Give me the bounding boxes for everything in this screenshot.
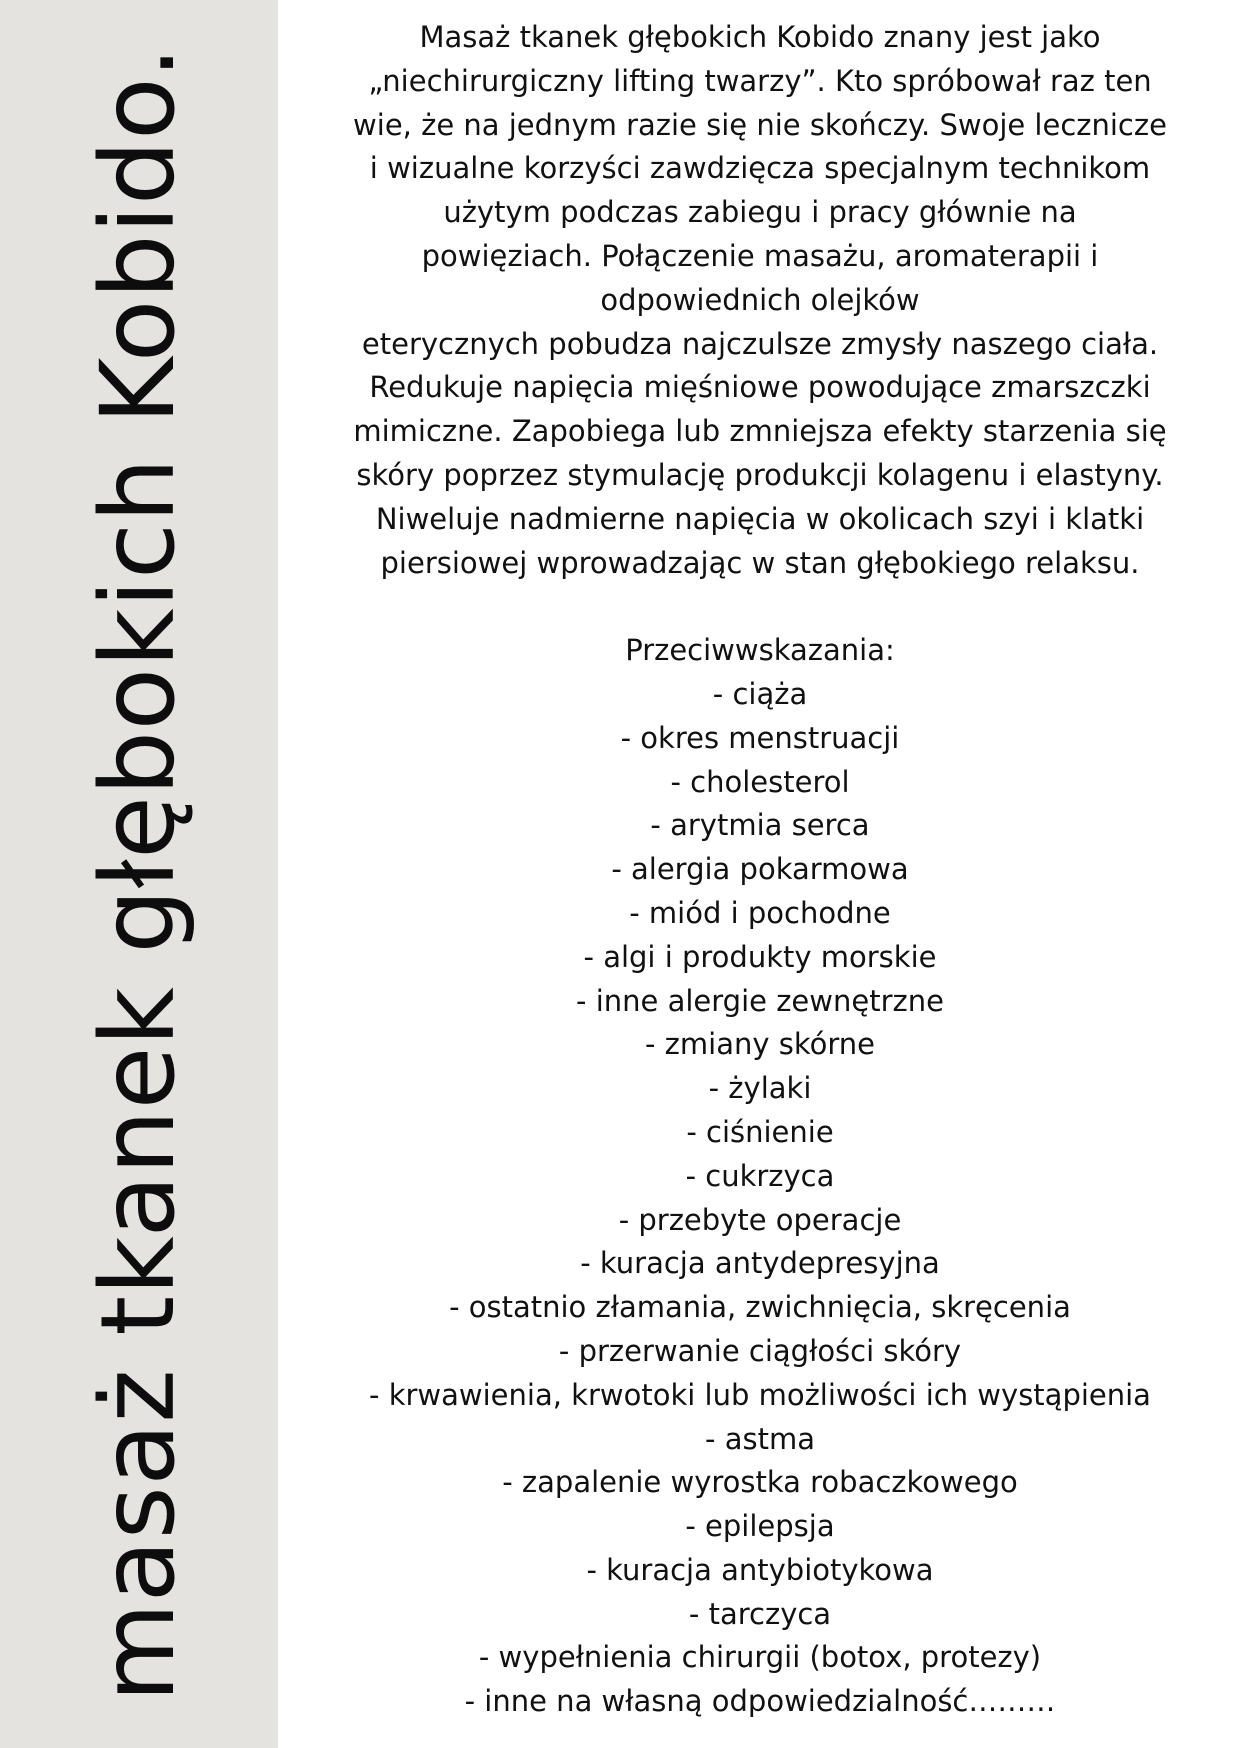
list-item: - przerwanie ciągłości skóry	[558, 1333, 962, 1368]
list-item: - kuracja antydepresyjna	[580, 1246, 940, 1281]
list-item: - ciąża	[712, 676, 808, 711]
intro-paragraph	[290, 16, 1230, 585]
paragraph-spacer	[290, 585, 1230, 629]
list-item: - inne alergie zewnętrzne	[576, 983, 944, 1018]
intro-line: piersiowej wprowadzając w stan głębokiego relaksu.	[380, 545, 1140, 580]
intro-line: Niweluje nadmierne napięcia w okolicach szyi i klatki	[375, 501, 1145, 536]
list-item: - krwawienia, krwotoki lub możliwości ich wystąpienia	[369, 1377, 1151, 1412]
contraindications-list	[290, 673, 1230, 1724]
list-item: - arytmia serca	[650, 808, 870, 843]
list-item: - ostatnio złamania, zwichnięcia, skręcenia	[449, 1290, 1071, 1325]
vertical-title: masaż tkanek głębokich Kobido.	[79, 45, 198, 1703]
list-item: - zmiany skórne	[645, 1027, 875, 1062]
list-item: - cukrzyca	[685, 1158, 835, 1193]
list-item: - kuracja antybiotykowa	[586, 1552, 934, 1587]
intro-line: Redukuje napięcia mięśniowe powodujące zmarszczki	[369, 370, 1151, 405]
intro-line: mimiczne. Zapobiega lub zmniejsza efekty starzenia się	[353, 414, 1167, 449]
contraindications-heading: Przeciwwskazania:	[625, 633, 895, 668]
sidebar-panel	[0, 0, 278, 1748]
intro-line: „niechirurgiczny lifting twarzy”. Kto spróbował raz ten	[368, 63, 1152, 98]
list-item: - wypełnienia chirurgii (botox, protezy)	[478, 1640, 1042, 1675]
list-item: - alergia pokarmowa	[611, 852, 909, 887]
list-item: - żylaki	[708, 1071, 812, 1106]
list-item: - zapalenie wyrostka robaczkowego	[502, 1465, 1018, 1500]
intro-line: powięziach. Połączenie masażu, aromaterapii i	[421, 238, 1099, 273]
intro-line: wie, że na jednym razie się nie skończy. Swoje lecznicze	[353, 107, 1167, 142]
intro-line: i wizualne korzyści zawdzięcza specjalnym technikom	[369, 151, 1151, 186]
intro-line: odpowiednich olejków	[600, 282, 920, 317]
list-item: - cholesterol	[670, 764, 850, 799]
intro-line: Masaż tkanek głębokich Kobido znany jest jako	[419, 20, 1101, 54]
main-content	[290, 16, 1230, 1724]
list-item: - epilepsja	[685, 1509, 835, 1544]
intro-line: użytym podczas zabiegu i pracy głównie na	[443, 195, 1077, 230]
list-item: - inne na własną odpowiedzialność………	[464, 1684, 1056, 1719]
list-item: - tarczyca	[688, 1596, 832, 1631]
list-item: - ciśnienie	[686, 1114, 834, 1149]
list-item: - przebyte operacje	[618, 1202, 902, 1237]
intro-line: skóry poprzez stymulację produkcji kolagenu i elastyny.	[356, 457, 1164, 492]
list-item: - okres menstruacji	[620, 720, 900, 755]
intro-line: eterycznych pobudza najczulsze zmysły naszego ciała.	[361, 326, 1159, 361]
list-item: - astma	[705, 1421, 815, 1456]
list-item: - algi i produkty morskie	[583, 939, 937, 974]
list-item: - miód i pochodne	[629, 895, 891, 930]
